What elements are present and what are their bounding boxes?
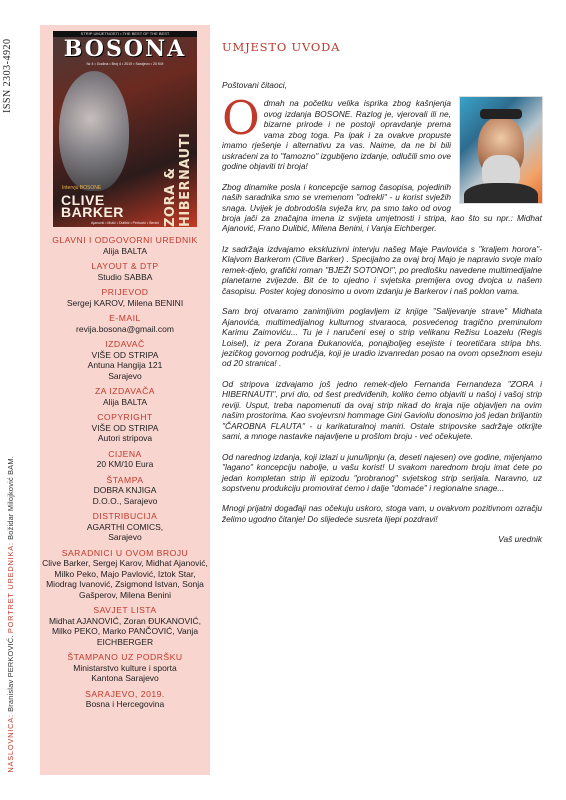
paragraph-5: Od stripova izdvajamo još jedno remek-djelo Fernanda Fernandeza "ZORA i HIBERNAUTI", prvi dio, od šest predviđenih, koliko ćemo objaviti u našoj i vašoj strip reviji. Usput, treba napomenuti da ovaj strip nikad do kraja nije objavljen na ovim našim prostorima. Kao svojevrsni hommage Gini Gavioliu donosimo još jedan briljantin "ČAROBNA FLAUTA" - u karikaturalnoj maniri. Ostale stripovske sadržaje otkrijte sami, a mnoge nastavke najavljene u prošlom broju - već očekujete. bbox=[222, 378, 542, 442]
masthead-label: ŠTAMPANO UZ PODRŠKU bbox=[67, 652, 183, 662]
masthead-label: SARAJEVO, 2019. bbox=[85, 688, 165, 699]
masthead-value: VIŠE OD STRIPA Antuna Hangija 121 Sarajevo bbox=[87, 349, 163, 381]
masthead-value: DOBRA KNJIGA D.O.O., Sarajevo bbox=[92, 485, 158, 506]
masthead-value: Sergej KAROV, Milena BENINI bbox=[66, 297, 184, 308]
cover-feature-title: ZORA & HIBERNAUTI bbox=[163, 132, 193, 227]
cover-logo: BOSONA bbox=[63, 36, 187, 62]
masthead-group bbox=[40, 386, 210, 407]
masthead-label: COPYRIGHT bbox=[97, 412, 153, 422]
masthead-list bbox=[40, 235, 210, 715]
masthead-label: ZA IZDAVAČA bbox=[94, 386, 156, 396]
drop-cap: O bbox=[222, 91, 260, 146]
masthead-group bbox=[40, 548, 210, 601]
article-title: UMJESTO UVODA bbox=[222, 40, 341, 54]
paragraph-6: Od narednog izdanja, koji izlazi u junu/lipnju (a, deseti najesen) ove godine, mijenjamo "lagano" koncepciju nabolje, u vašu korist! U svakom narednom broju imat ćete po jedan kompletan strip ili epizodu "probranog" svjetskog strip serijala. Naravno, uz sopstvenu produkciju promovirat ćemo i dalje "domaće" i regionalne snage... bbox=[222, 451, 542, 493]
masthead-group bbox=[40, 689, 210, 710]
masthead-group bbox=[40, 261, 210, 282]
paragraph-3: Iz sadržaja izdvajamo ekskluzivni intervju našeg Maje Pavlovića s "kraljem horora"- Klajvom Barkerom (Clive Barker) . Specijalno za ovaj broj Majo je napravio svoje malo remek-djelo, grafički roman "BJEŽI SOTONO!", po predlošku navedene multimedijalne planetarne zvijezde. Bit će to ujedno i svjetska premijera ovog dvojca u našem časopisu. Poster kojeg donosimo u ovom izdanju je Barkerov i naš poklon vama. bbox=[222, 243, 542, 296]
masthead-label: SARADNICI U OVOM BROJU bbox=[61, 547, 189, 558]
masthead-label: IZDAVAČ bbox=[105, 339, 145, 349]
cover-credit-value: Branislav PERKOVIĆ. bbox=[6, 635, 15, 713]
cover-headline-line1: CLIVE bbox=[61, 192, 105, 208]
masthead-value: Midhat AJANOVIĆ, Zoran ĐUKANOVIĆ, Milko PEKO, Marko PANČOVIĆ, Vanja EICHBERGER bbox=[48, 615, 202, 647]
cover-subline: № 4 • Godina • Broj 4 • 2019 • Sarajevo • 20 KM bbox=[86, 62, 164, 66]
intro-paragraph bbox=[222, 91, 542, 172]
cover-headline bbox=[61, 194, 124, 218]
masthead-group bbox=[40, 313, 210, 334]
masthead-label: E-MAIL bbox=[109, 313, 141, 323]
paragraph-4: Sam broj otvaramo zanimljivim poglavljem iz knjige "Salijevanje strave" Midhata Ajanovića, multimedijalnog kulturnog stvaraoca, posvećenog tragično preminulom Karimu Zaimoviću... Tu je i naručeni esej o strip velikanu Režisu Loazelu (Regis Loisel), iz pera Zorana Đukanovića, ponajboljeg esejiste i teoretičara stripa bhs. jezičkog govornog područja, koji je uradio izvanredan posao na ovom opsežnom eseju od 20 stranica! . bbox=[222, 306, 542, 369]
masthead-value: VIŠE OD STRIPA Autori stripova bbox=[91, 422, 159, 443]
greeting: Poštovani čitaoci, bbox=[222, 80, 287, 90]
masthead-group bbox=[40, 652, 210, 684]
masthead-group bbox=[40, 475, 210, 507]
masthead-column bbox=[40, 25, 210, 775]
masthead-value: Clive Barker, Sergej Karov, Midhat Ajanović, Milko Peko, Majo Pavlović, Iztok Star, Miodrag Ivanović, Zsigmond Istvan, Sonja Gašperov, Milena Benini bbox=[42, 558, 208, 600]
masthead-value: Alija BALTA bbox=[102, 396, 148, 407]
masthead-label: SAVJET LISTA bbox=[93, 605, 157, 615]
portrait-shirt bbox=[464, 183, 538, 204]
masthead-label: ŠTAMPA bbox=[106, 474, 144, 485]
editor-portrait bbox=[459, 96, 543, 204]
masthead-group bbox=[40, 449, 210, 470]
cover-headline-line2: BARKER bbox=[61, 204, 124, 220]
masthead-label: CIJENA bbox=[108, 448, 142, 459]
portrait-glasses bbox=[480, 109, 522, 119]
masthead-label: GLAVNI I ODGOVORNI UREDNIK bbox=[52, 235, 198, 245]
spine-text bbox=[2, 28, 24, 773]
signature: Vaš urednik bbox=[498, 534, 542, 545]
masthead-group bbox=[40, 235, 210, 256]
cover-credits bbox=[6, 456, 15, 773]
paragraph-1-text: dmah na početku velika isprika zbog kašnjenja ovog izdanja BOSONE. Razlog je, vjerovali ili ne, bizarne prirode i ne postoji opravdanje prema vama zbog toga. Pa ipak i za ovakve propuste imamo rješenje i alternativu za vas. Naime, da ne bi bili uskraćeni za to "famozno" izgubljeno izdanje, odlučili smo ove godine objaviti tri broja! bbox=[222, 98, 452, 172]
cover-bottom-line: Ajanović • Mutić • Dulibić • Perković • Benini bbox=[91, 221, 159, 225]
issn-number: ISSN 2303-4920 bbox=[2, 38, 13, 113]
cover-image bbox=[53, 31, 197, 227]
portrait-credit-value: Božidar Milojković BAM. bbox=[6, 456, 15, 541]
masthead-value: AGARTHI COMICS, Sarajevo bbox=[86, 521, 164, 542]
masthead-group bbox=[40, 339, 210, 381]
cover-top-strip: STRIP UMJETNOSTI • THE BEST OF THE BEST bbox=[53, 31, 197, 37]
masthead-group bbox=[40, 412, 210, 444]
masthead-group bbox=[40, 605, 210, 647]
masthead-label: PRIJEVOD bbox=[101, 287, 149, 297]
article-body bbox=[222, 80, 542, 555]
masthead-group bbox=[40, 511, 210, 543]
portrait-credit-label: PORTRET UREDNIKA: bbox=[6, 542, 15, 634]
masthead-label: LAYOUT & DTP bbox=[91, 261, 159, 271]
cover-face-illustration bbox=[59, 71, 129, 191]
masthead-value: 20 KM/10 Eura bbox=[96, 459, 154, 469]
masthead-value: Studio SABBA bbox=[97, 271, 153, 282]
cover-interview-label: Intervju BOSONE bbox=[62, 185, 102, 191]
masthead-group bbox=[40, 287, 210, 308]
paragraph-2: Zbog dinamike posla i koncepcije samog časopisa, pojedinih naših saradnika smo se vremenom "odrekli" - u korist svježih snaga. Uvijek je dobrodošla svježa krv, pa smo tako od ovog broja jači za značajna imena iz svijeta umjetnosti i stripa, kao što su npr.: Midhat Ajanović, Frano Dulibić, Milena Benini, i Vanja Eichberger. bbox=[222, 181, 542, 234]
paragraph-7: Mnogi prijatni događaji nas očekuju uskoro, stoga vam, u ovakvom pozitivnom ozračju želimo ugodno čitanje! Do slijedeće susreta lijepi pozdravi! bbox=[222, 503, 542, 524]
masthead-value: revija.bosona@gmail.com bbox=[76, 323, 174, 334]
masthead-label: DISTRIBUCIJA bbox=[92, 511, 158, 521]
masthead-value: Alija BALTA bbox=[102, 245, 148, 256]
cover-credit-label: NASLOVNICA: bbox=[6, 714, 15, 773]
masthead-value: Ministarstvo kulture i sporta Kantona Sarajevo bbox=[73, 662, 177, 683]
masthead-value: Bosna i Hercegovina bbox=[85, 699, 165, 709]
